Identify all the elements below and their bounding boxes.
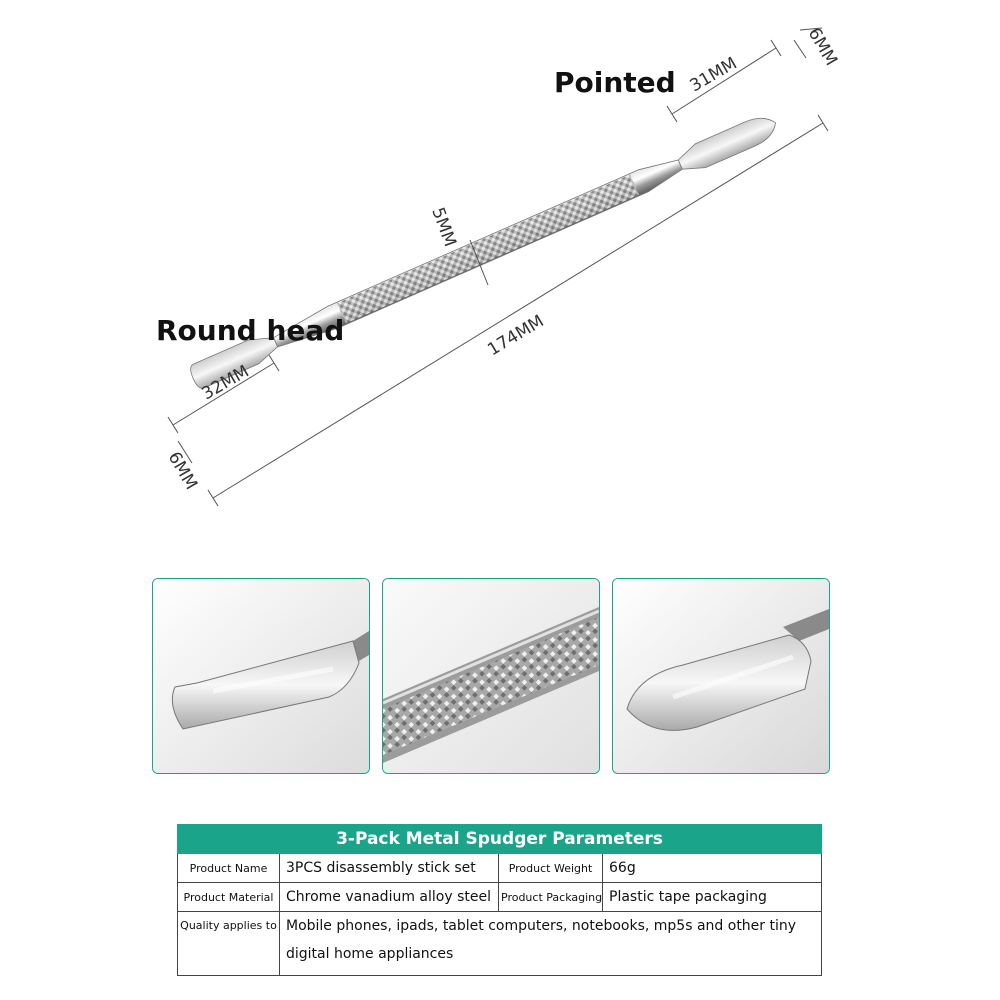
value-quality-applies: Mobile phones, ipads, tablet computers, notebooks, mp5s and other tiny digital home appliances [280, 912, 822, 976]
dim-pointed-length: 31MM [686, 53, 741, 97]
value-product-packaging: Plastic tape packaging [603, 883, 822, 912]
table-header-row [178, 825, 822, 854]
dim-pointed-width: 6MM [803, 24, 842, 70]
value-product-weight: 66g [603, 854, 822, 883]
label-product-material: Product Material [178, 883, 280, 912]
dim-round-length: 32MM [198, 361, 253, 405]
photo-pointed-tip [612, 578, 830, 774]
photo-round-head [152, 578, 370, 774]
table-title: 3-Pack Metal Spudger Parameters [178, 825, 822, 854]
table-row [178, 912, 822, 976]
table-row [178, 854, 822, 883]
parameters-table [177, 824, 822, 976]
label-product-packaging: Product Packaging [499, 883, 603, 912]
photo-knurled-handle [382, 578, 600, 774]
label-quality-applies: Quality applies to [178, 912, 280, 976]
dim-handle-diameter: 5MM [427, 204, 460, 250]
value-product-material: Chrome vanadium alloy steel [280, 883, 499, 912]
label-product-weight: Product Weight [499, 854, 603, 883]
label-round-head: Round head [156, 314, 345, 347]
dim-total-length: 174MM [484, 311, 548, 361]
value-product-name: 3PCS disassembly stick set [280, 854, 499, 883]
knurled-grip [337, 175, 639, 324]
label-product-name: Product Name [178, 854, 280, 883]
spudger-tool [188, 111, 781, 390]
pointed-blade [675, 111, 781, 177]
dim-round-width: 6MM [163, 448, 202, 494]
table-row [178, 883, 822, 912]
dimension-lines [168, 28, 828, 506]
label-pointed: Pointed [554, 66, 676, 99]
